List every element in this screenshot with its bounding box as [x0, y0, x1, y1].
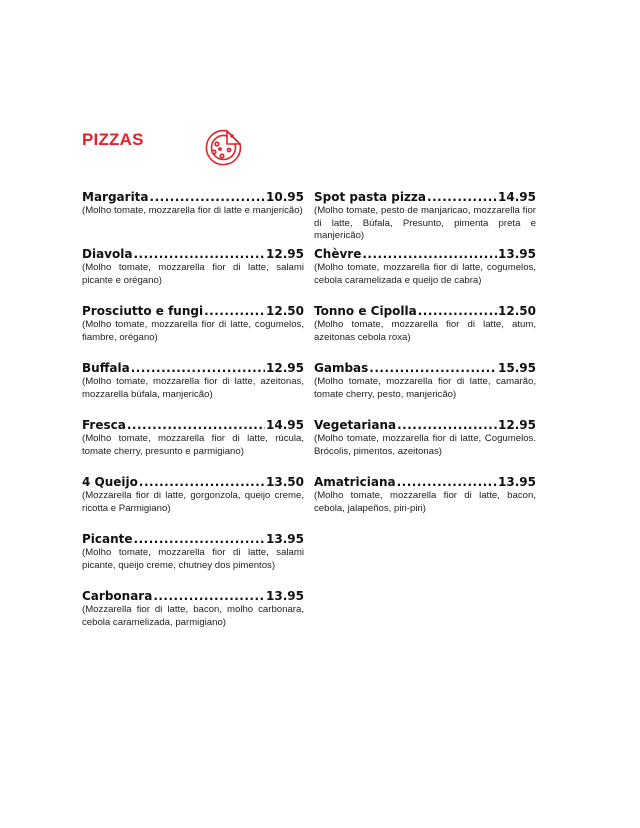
menu-item	[314, 247, 536, 304]
menu-item	[82, 190, 304, 247]
item-description: (Mozzarella fior di latte, gorgonzola, queijo creme, ricotta e Parmigiano)	[82, 490, 304, 514]
item-name: Carbonara	[82, 589, 153, 603]
item-description: (Molho tomate, mozzarella fior di latte, cogumelos, cebola caramelizada e queijo de cabra)	[314, 262, 536, 286]
item-leader-dots	[150, 190, 266, 204]
item-price: 13.95	[266, 589, 304, 603]
menu-column-left	[82, 190, 304, 646]
item-price: 13.95	[498, 247, 536, 261]
item-description: (Molho tomate, mozzarella fior di latte e manjericão)	[82, 205, 303, 216]
item-leader-dots	[131, 361, 265, 375]
menu-item	[314, 475, 536, 532]
item-leader-dots	[369, 361, 497, 375]
item-name: Diavola	[82, 247, 133, 261]
item-price: 14.95	[498, 190, 536, 204]
menu-item	[82, 418, 304, 475]
item-name: Margarita	[82, 190, 149, 204]
item-leader-dots	[397, 475, 497, 489]
item-description: (Molho tomate, pesto de manjaricao, mozzarella fior di latte, Búfala, Presunto, pimenta preta e manjericão)	[314, 205, 536, 241]
item-description: (Mozzarella fior di latte, bacon, molho carbonara, cebola caramelizada, parmigiano)	[82, 604, 304, 628]
menu-item	[314, 304, 536, 361]
item-name: Fresca	[82, 418, 126, 432]
item-name: 4 Queijo	[82, 475, 138, 489]
item-name: Gambas	[314, 361, 369, 375]
item-description: (Molho tomate, mozzarella fior di latte, bacon, cebola, jalapeños, piri-piri)	[314, 490, 536, 514]
item-leader-dots	[134, 532, 265, 546]
item-price: 12.95	[266, 361, 304, 375]
item-leader-dots	[133, 247, 265, 261]
item-price: 15.95	[498, 361, 536, 375]
menu-item	[82, 361, 304, 418]
item-price: 13.95	[498, 475, 536, 489]
item-name: Tonno e Cipolla	[314, 304, 417, 318]
item-price: 13.95	[266, 532, 304, 546]
item-name: Spot pasta pizza	[314, 190, 427, 204]
item-leader-dots	[139, 475, 265, 489]
item-description: (Molho tomate, mozzarella fior di latte, salami picante, queijo creme, chutney dos pimentos)	[82, 547, 304, 571]
page-title: PIZZAS	[82, 130, 144, 149]
menu-item	[82, 304, 304, 361]
item-price: 12.95	[266, 247, 304, 261]
item-name: Prosciutto e fungi	[82, 304, 204, 318]
item-leader-dots	[127, 418, 265, 432]
item-name: Chèvre	[314, 247, 362, 261]
item-leader-dots	[418, 304, 497, 318]
menu-item	[82, 247, 304, 304]
item-description: (Molho tomate, mozzarella fior di latte, atum, azeitonas cebola roxa)	[314, 319, 536, 343]
item-leader-dots	[204, 304, 265, 318]
menu-item	[82, 589, 304, 646]
menu-item	[314, 190, 536, 247]
item-description: (Molho tomate, mozzarella fior di latte, camarão, tomate cherry, pesto, manjericão)	[314, 376, 536, 400]
item-description: (Molho tomate, mozzarella fior di latte, rúcula, tomate cherry, presunto e parmigiano)	[82, 433, 304, 457]
item-price: 14.95	[266, 418, 304, 432]
menu-item	[314, 418, 536, 475]
item-description: (Molho tomate, mozzarella fior di latte, azeitonas, mozzarella búfala, manjericão)	[82, 376, 304, 400]
item-name: Amatriciana	[314, 475, 396, 489]
item-leader-dots	[362, 247, 497, 261]
item-description: (Molho tomate, mozzarella fior di latte, Cogumelos. Brócolis, pimentos, azeitonas)	[314, 433, 536, 457]
item-leader-dots	[397, 418, 497, 432]
item-name: Vegetariana	[314, 418, 397, 432]
item-leader-dots	[153, 589, 265, 603]
menu-item	[82, 532, 304, 589]
item-name: Picante	[82, 532, 133, 546]
item-description: (Molho tomate, mozzarella fior di latte, cogumelos, fiambre, orégano)	[82, 319, 304, 343]
item-leader-dots	[427, 190, 497, 204]
item-price: 13.50	[266, 475, 304, 489]
item-price: 12.50	[266, 304, 304, 318]
item-price: 12.50	[498, 304, 536, 318]
menu-item	[314, 361, 536, 418]
item-price: 12.95	[498, 418, 536, 432]
pizza-slice-icon	[203, 128, 243, 168]
item-description: (Molho tomate, mozzarella fior di latte, salami picante e orégano)	[82, 262, 304, 286]
item-name: Buffala	[82, 361, 130, 375]
menu-item	[82, 475, 304, 532]
item-price: 10.95	[266, 190, 304, 204]
menu-column-right	[314, 190, 536, 532]
